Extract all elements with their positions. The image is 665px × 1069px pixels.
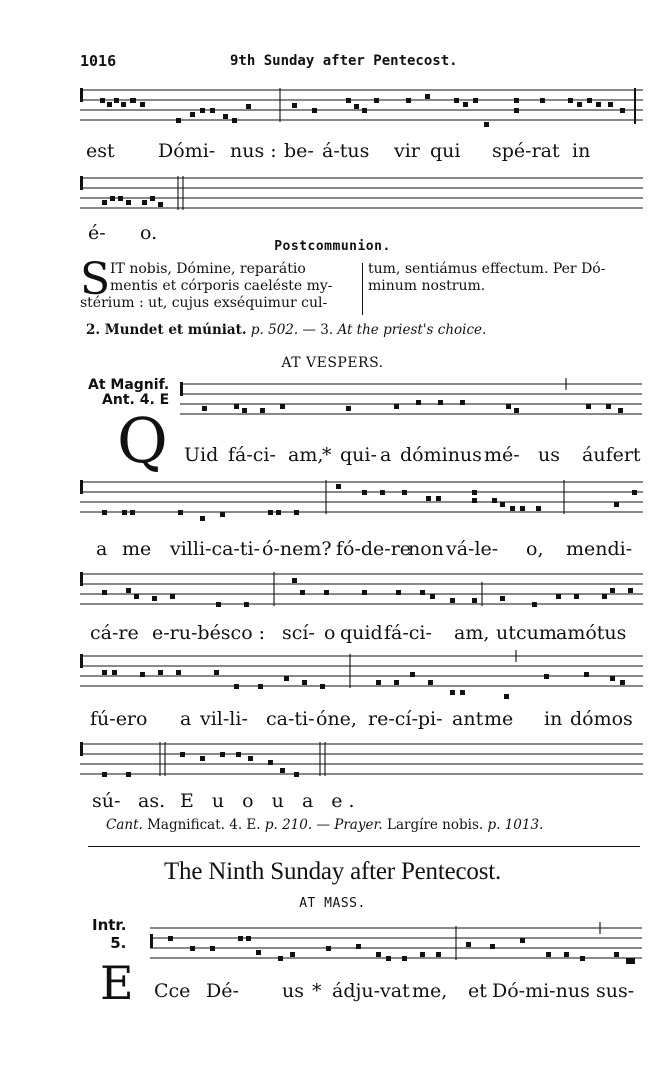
chant-staff-8 (150, 922, 645, 972)
syllable: vil-li- (200, 708, 248, 730)
syllable: in (544, 708, 563, 730)
syllable: qui (430, 140, 461, 162)
text-line: minum nostrum. (368, 278, 486, 294)
syllable: dóminus (400, 444, 482, 466)
syllable: fá-ci- (228, 444, 276, 466)
syllable: a (96, 538, 108, 560)
syllable: villi-ca-ti- (170, 538, 260, 560)
chant-staff-7 (80, 738, 645, 788)
section-rule (88, 846, 640, 847)
syllable: us (538, 444, 560, 466)
syllable: óne, (316, 708, 357, 730)
prayer-page: p. 1013. (487, 817, 544, 833)
cant-page: p. 210. (264, 817, 313, 833)
syllable: vir (394, 140, 420, 162)
text-line: mentis et córporis caeléste my- (110, 278, 333, 294)
syllable: et (468, 980, 487, 1002)
syllable: cá-re (90, 622, 139, 644)
lyrics-line-4 (0, 538, 665, 562)
column-divider (362, 263, 363, 315)
syllable: E u o u a e. (180, 790, 361, 812)
syllable: e-ru-bésco : (152, 622, 266, 644)
syllable: Uid (184, 444, 219, 466)
syllable: non (408, 538, 444, 560)
note-bold: 2. Mundet et múniat. (86, 322, 247, 338)
prayer-text: Largíre nobis. (387, 817, 484, 833)
syllable: me (122, 538, 152, 560)
chant-staff-5 (80, 568, 645, 618)
syllable: in (572, 140, 591, 162)
drop-cap-q: Q (117, 404, 168, 477)
chant-staff-3 (180, 378, 645, 428)
note-dash: — 3. (302, 322, 334, 338)
text-line: stérium : ut, cujus exséquimur cul- (80, 295, 328, 311)
syllable: á-tus (322, 140, 370, 162)
cant-label: Cant. (106, 817, 143, 833)
syllable: áufert (582, 444, 641, 466)
syllable: a (180, 708, 192, 730)
text-line: tum, sentiámus effectum. Per Dó- (368, 261, 606, 277)
syllable: a (380, 444, 392, 466)
syllable: o. (140, 222, 158, 244)
syllable: o (324, 622, 336, 644)
label-line: Intr. (92, 916, 127, 934)
postcommunion-note (86, 322, 486, 338)
label-line: At Magnif. (88, 377, 170, 393)
syllable: am, (288, 444, 324, 466)
cant-text: Magnificat. 4. E. (147, 817, 261, 833)
syllable: * (322, 444, 332, 466)
chant-staff-4 (80, 476, 645, 526)
syllable: ant (452, 708, 484, 730)
running-title: 9th Sunday after Pentecost. (230, 53, 458, 69)
chant-staff-2 (80, 172, 645, 218)
syllable: amótus (556, 622, 627, 644)
prayer-label: Prayer. (334, 817, 383, 833)
lyrics-line-1 (0, 140, 665, 164)
chant-staff-1 (80, 84, 645, 134)
syllable: sú- (92, 790, 121, 812)
syllable: mé- (484, 444, 520, 466)
syllable: Dómi- (158, 140, 216, 162)
lyrics-line-3 (0, 444, 665, 468)
syllable: ut (496, 622, 516, 644)
vespers-heading: AT VESPERS. (281, 355, 384, 371)
syllable: quid (340, 622, 383, 644)
syllable: cum (516, 622, 557, 644)
lyrics-line-8 (0, 980, 665, 1004)
syllable: Dó-mi-nus (492, 980, 590, 1002)
postcommunion-right-column (368, 261, 648, 295)
syllable: Cce (154, 980, 191, 1002)
syllable: spé-rat (492, 140, 560, 162)
syllable: fá-ci- (384, 622, 432, 644)
syllable: us (282, 980, 304, 1002)
syllable: am, (454, 622, 490, 644)
syllable: fú-ero (90, 708, 148, 730)
syllable: Dé- (206, 980, 239, 1002)
syllable: ádju-vat (332, 980, 410, 1002)
syllable: fó-de-re (336, 538, 412, 560)
syllable: mendi- (566, 538, 633, 560)
sunday-title: The Ninth Sunday after Pentecost. (163, 858, 502, 885)
syllable: sus- (596, 980, 635, 1002)
syllable: dómos (570, 708, 633, 730)
syllable: scí- (282, 622, 315, 644)
prayer-sep: — (316, 817, 330, 833)
mass-heading: AT MASS. (299, 896, 366, 911)
syllable: nus : (230, 140, 277, 162)
syllable: ó-nem? (262, 538, 332, 560)
introit-label (92, 916, 126, 952)
syllable: o, (526, 538, 544, 560)
text-line: IT nobis, Dómine, reparátio (110, 261, 306, 277)
drop-cap-e: E (100, 956, 134, 1010)
drop-cap-s: S (80, 254, 111, 305)
label-line: 5. (110, 934, 127, 952)
postcommunion-heading: Postcommunion. (274, 239, 391, 254)
syllable: vá-le- (446, 538, 499, 560)
syllable: be- (284, 140, 314, 162)
syllable: re-cí-pi- (368, 708, 443, 730)
vespers-note (106, 817, 543, 833)
lyrics-line-5 (0, 622, 665, 646)
syllable: ca-ti- (266, 708, 315, 730)
page-number: 1016 (80, 52, 117, 70)
syllable: me (484, 708, 514, 730)
postcommunion-left-column (80, 261, 356, 312)
syllable: as. (138, 790, 166, 812)
note-page: p. 502. (250, 322, 299, 338)
chant-staff-6 (80, 650, 645, 700)
syllable: me, (412, 980, 448, 1002)
lyrics-line-7 (0, 790, 665, 814)
syllable: qui- (340, 444, 377, 466)
syllable: é- (88, 222, 106, 244)
note-italic: At the priest's choice. (337, 322, 487, 338)
syllable: * (312, 980, 322, 1002)
label-line: Ant. 4. E (102, 392, 170, 408)
syllable: est (86, 140, 115, 162)
lyrics-line-6 (0, 708, 665, 732)
